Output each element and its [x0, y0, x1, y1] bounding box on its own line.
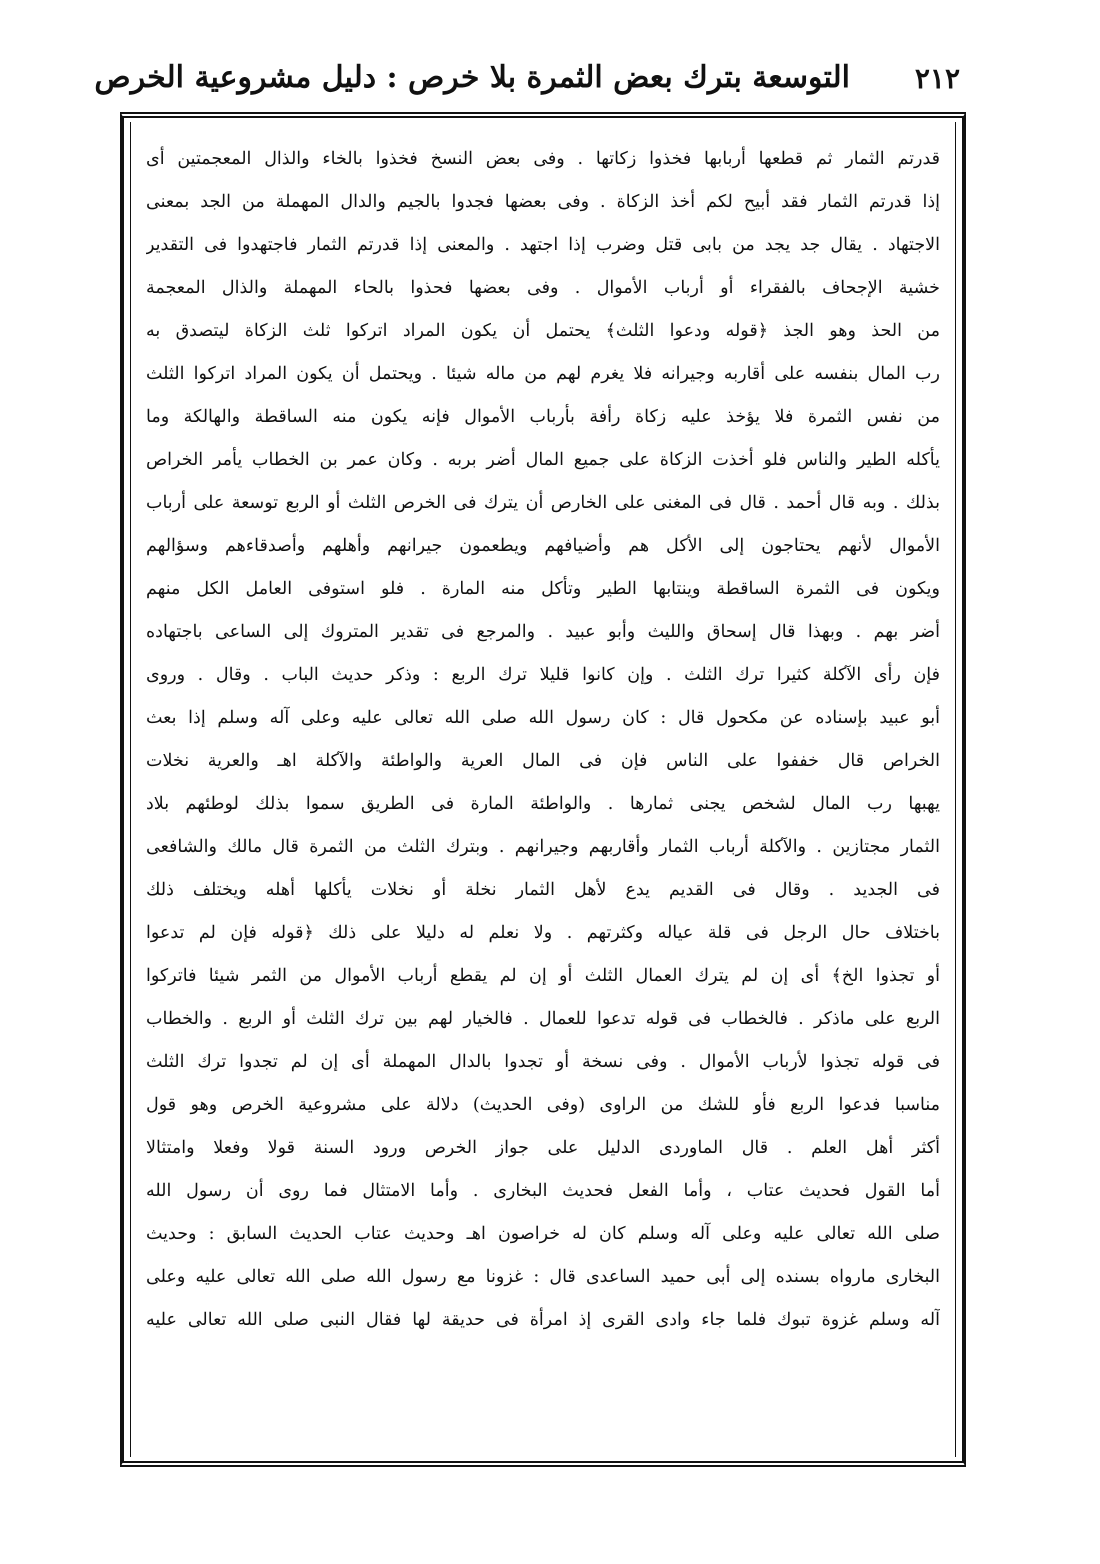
text-line: الأموال لأنهم يحتاجون إلى الأكل هم وأضيافهم ويطعمون جيرانهم وأهلهم وأصدقاءهم وسؤالهم [146, 536, 940, 556]
page-header [94, 54, 960, 110]
text-line: قدرتم الثمار ثم قطعها أربابها فخذوا زكاتها . وفى بعض النسخ فخذوا بالخاء والذال المعجمتين أى [146, 149, 940, 169]
text-line: رب المال بنفسه على أقاربه وجيرانه فلا يغرم لهم من ماله شيئا . ويحتمل أن يكون المراد اتركوا الثلث [146, 364, 940, 384]
text-line: من الحذ وهو الجذ ﴿قوله ودعوا الثلث﴾ يحتمل أن يكون المراد اتركوا ثلث الزكاة ليتصدق به [146, 321, 940, 341]
text-line: فى قوله تجذوا لأرباب الأموال . وفى نسخة أو تجدوا بالدال المهملة أى إن لم تجدوا ترك الثلث [146, 1052, 940, 1072]
text-line: يأكله الطير والناس فلو أخذت الزكاة على جميع المال أضر بربه . وكان عمر بن الخطاب يأمر الخراص [146, 450, 940, 470]
text-line: الثمار مجتازين . والآكلة أرباب الثمار وأقاربهم وجيرانهم . وبترك الثلث من الثمرة قال مالك والشافعى [146, 837, 940, 857]
text-line: فإن رأى الآكلة كثيرا ترك الثلث . وإن كانوا قليلا ترك الربع : وذكر حديث الباب . وقال . وروى [146, 665, 940, 685]
text-line: الخراص قال خففوا على الناس فإن فى المال العرية والواطئة والآكلة اهـ والعرية نخلات [146, 751, 940, 771]
page-frame [120, 112, 966, 1467]
text-line: فى الجديد . وقال فى القديم يدع لأهل الثمار نخلة أو نخلات يأكلها أهله ويختلف ذلك [146, 880, 940, 900]
text-line: صلى الله تعالى عليه وعلى آله وسلم كان له خراصون اهـ وحديث عتاب الحديث السابق : وحديث [146, 1224, 940, 1244]
text-line: مناسبا فدعوا الربع فأو للشك من الراوى (وفى الحديث) دلالة على مشروعية الخرص وهو قول [146, 1095, 940, 1115]
text-line: آله وسلم غزوة تبوك فلما جاء وادى القرى إذ امرأة فى حديقة لها فقال النبى صلى الله تعالى عليه [146, 1310, 940, 1330]
text-line: ويكون فى الثمرة الساقطة وينتابها الطير وتأكل منه المارة . فلو استوفى العامل الكل منهم [146, 579, 940, 599]
text-line: من نفس الثمرة فلا يؤخذ عليه زكاة رأفة بأرباب الأموال فإنه يكون منه الساقطة والهالكة وما [146, 407, 940, 427]
text-line: يهبها رب المال لشخص يجنى ثمارها . والواطئة المارة فى الطريق سموا بذلك لوطئهم بلاد [146, 794, 940, 814]
text-line: أضر بهم . وبهذا قال إسحاق والليث وأبو عبيد . والمرجع فى تقدير المتروك إلى الساعى باجتهاده [146, 622, 940, 642]
text-line: أكثر أهل العلم . قال الماوردى الدليل على جواز الخرص ورود السنة قولا وفعلا وامتثالا [146, 1138, 940, 1158]
text-line: الربع على ماذكر . فالخطاب فى قوله تدعوا للعمال . فالخيار لهم بين ترك الثلث أو الربع . والخطاب [146, 1009, 940, 1029]
text-body [146, 138, 940, 1342]
running-title: التوسعة بترك بعض الثمرة بلا خرص : دليل مشروعية الخرص [94, 60, 850, 95]
text-line: أما القول فحديث عتاب ، وأما الفعل فحديث البخارى . وأما الامتثال فما روى أن رسول الله [146, 1181, 940, 1201]
page-number: ٢١٢ [914, 62, 960, 95]
text-line: أبو عبيد بإسناده عن مكحول قال : كان رسول الله صلى الله تعالى عليه وعلى آله وسلم إذا بعث [146, 708, 940, 728]
text-line: الاجتهاد . يقال جد يجد من بابى قتل وضرب إذا اجتهد . والمعنى إذا قدرتم الثمار فاجتهدوا فى التقدير [146, 235, 940, 255]
text-line: إذا قدرتم الثمار فقد أبيح لكم أخذ الزكاة . وفى بعضها فجدوا بالجيم والدال المهملة من الجد بمعنى [146, 192, 940, 212]
text-line: خشية الإجحاف بالفقراء أو أرباب الأموال . وفى بعضها فحذوا بالحاء المهملة والذال المعجمة [146, 278, 940, 298]
text-line: باختلاف حال الرجل فى قلة عياله وكثرتهم . ولا نعلم له دليلا على ذلك ﴿قوله فإن لم تدعوا [146, 923, 940, 943]
text-line: بذلك . وبه قال أحمد . قال فى المغنى على الخارص أن يترك فى الخرص الثلث أو الربع توسعة على أرباب [146, 493, 940, 513]
text-line: البخارى مارواه بسنده إلى أبى حميد الساعدى قال : غزونا مع رسول الله صلى الله تعالى عليه وعلى [146, 1267, 940, 1287]
text-line: أو تجذوا الخ﴾ أى إن لم يترك العمال الثلث أو إن لم يقطع أرباب الأموال من الثمر شيئا فاتركوا [146, 966, 940, 986]
